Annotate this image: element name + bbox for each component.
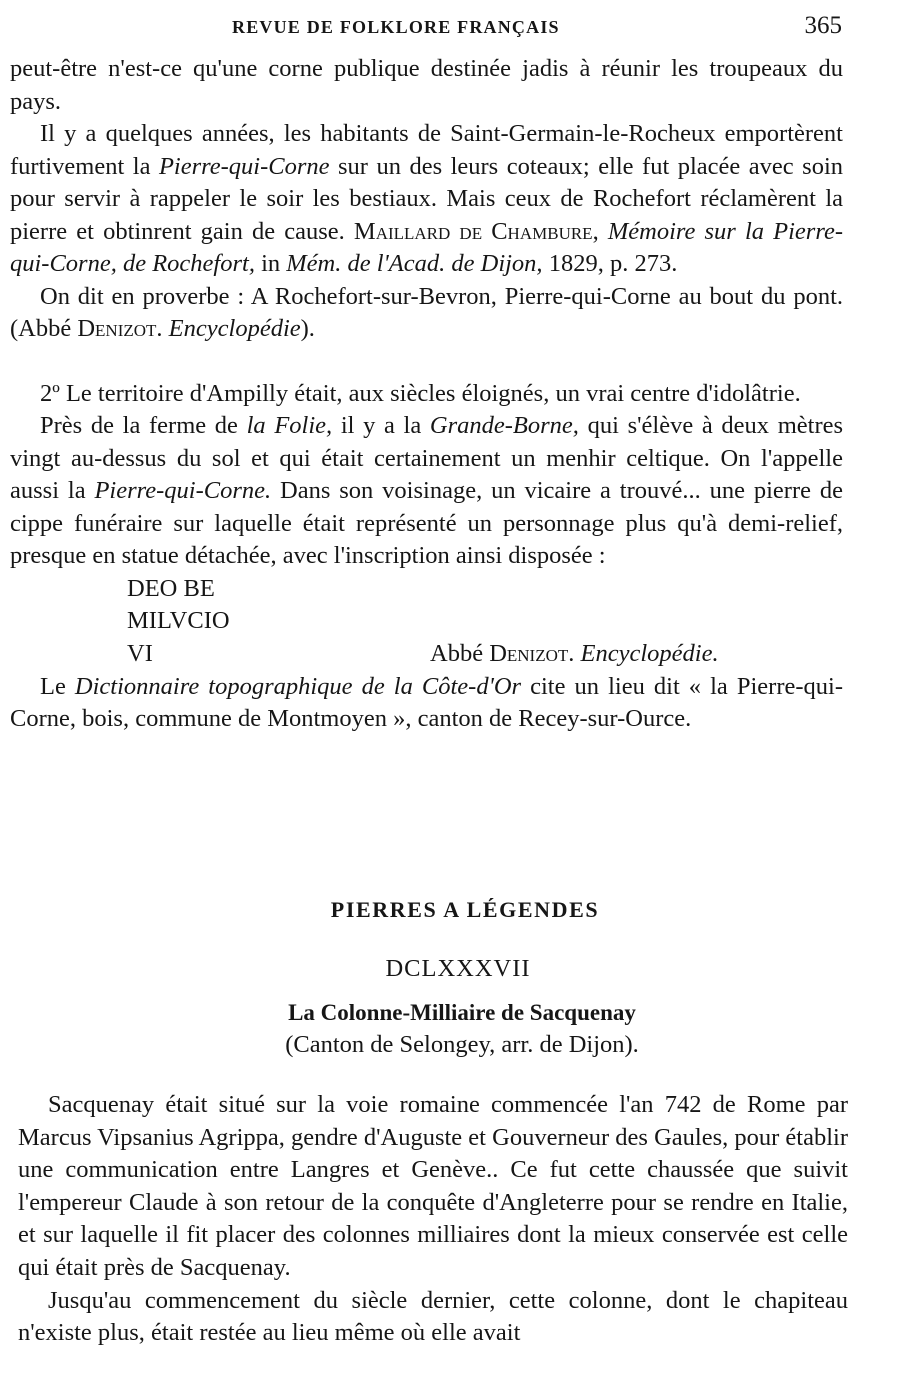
paragraph-proverb <box>10 281 843 346</box>
paragraph-text: il y a la <box>332 412 430 439</box>
paragraph-colonne <box>18 1285 848 1350</box>
paragraph-folie <box>10 410 843 573</box>
paragraph-text: On dit en proverbe : A Rochefort-sur-Bevron, Pierre-qui-Corne au bout du pont. (Abbé <box>10 282 843 342</box>
paragraph-text: cite un lieu dit « la Pierre-qui-Corne, bois, commune de Montmoyen », canton de Recey-sur-Ource. <box>10 672 843 732</box>
citation-title: Mémoire sur la Pierre-qui-Corne, de Rochefort, <box>10 217 843 277</box>
paragraph-text: in <box>254 250 287 277</box>
paragraph-gap <box>10 346 843 378</box>
paragraph-text: Sacquenay était situé sur la voie romaine commencée l'an 742 de Rome par Marcus Vipsanius Agrippa, gendre d'Auguste et Gouverneur des Gaules, pour établir une communication entre Langres et Genève.. Ce fut cette chaussée que suivit l'empereur Claude à son retour de la conquête d'Angleterre pour se rendre en Italie, et sur laquelle il fit placer des colonnes milliaires dont la mieux conservée est celle qui était près de Sacquenay. <box>18 1091 848 1281</box>
body-text-lower <box>18 1089 848 1350</box>
journal-title: REVUE DE FOLKLORE FRANÇAIS <box>232 17 560 37</box>
citation-title: Dictionnaire topographique de la Côte-d'Or <box>74 672 522 700</box>
citation-title: Encyclopédie. <box>580 639 719 667</box>
inscription-line: MILVCIO <box>127 606 230 634</box>
author-name: Denizot. <box>489 639 575 667</box>
paragraph-sacquenay <box>18 1089 848 1285</box>
spacer-text <box>599 218 608 245</box>
paragraph-saint-germain <box>10 118 843 281</box>
paragraph-text: sur un des leurs coteaux; elle fut placée avec soin pour servir à rappeler le soir les bestiaux. Mais ceux de Rochefort réclamèrent la pierre et obtinrent gain de cause. <box>10 152 843 245</box>
paragraph-text: peut-être n'est-ce qu'une corne publique destinée jadis à réunir les troupeaux du pays. <box>10 55 843 115</box>
body-text-upper <box>10 53 843 736</box>
italic-text: Pierre-qui-Corne. <box>94 477 272 504</box>
chapter-number: DCLXXXVII <box>385 955 531 982</box>
article-title: La Colonne-Milliaire de Sacquenay <box>288 1000 636 1025</box>
paragraph-text: 1829, p. 273. <box>542 250 678 277</box>
author-name: Maillard de Chambure, <box>353 217 599 245</box>
italic-text: Grande-Borne, <box>429 412 579 439</box>
article-subtitle: (Canton de Selongey, arr. de Dijon). <box>285 1031 639 1058</box>
paragraph-text: ). <box>300 315 315 342</box>
paragraph-dictionnaire <box>10 671 843 736</box>
inscription-block <box>10 573 843 671</box>
inscription-line: VI <box>127 639 153 667</box>
author-name: Denizot. <box>77 315 163 342</box>
paragraph-text: Le <box>40 672 75 700</box>
paragraph-text: Il y a quelques années, les habitants de Saint-Germain-le-Rocheux emportèrent furtivement la <box>10 120 843 180</box>
running-head <box>0 14 900 42</box>
paragraph-continuation <box>10 53 843 118</box>
italic-text: Pierre-qui-Corne <box>158 152 330 180</box>
paragraph-text: Jusqu'au commencement du siècle dernier, cette colonne, dont le chapiteau n'existe plus, était restée au lieu même où elle avait <box>18 1286 848 1347</box>
italic-text: la Folie, <box>246 412 333 439</box>
page-number: 365 <box>804 12 842 39</box>
paragraph-ampilly <box>10 378 843 411</box>
paragraph-text: Près de la ferme de <box>40 412 247 439</box>
citation-title: Encyclopédie <box>168 315 301 342</box>
paragraph-text: qui s'élève à deux mètres vingt au-dessus du sol et qui était certainement un menhir celtique. On l'appelle aussi la <box>10 412 844 504</box>
section-title: PIERRES A LÉGENDES <box>330 897 600 922</box>
paragraph-text: Dans son voisinage, un vicaire a trouvé... une pierre de cippe funéraire sur laquelle était représenté un personnage plus qu'à demi-relief, presque en statue détachée, avec l'inscription ainsi disposée : <box>10 477 843 569</box>
inscription-line: DEO BE <box>127 574 215 602</box>
inscription-credit <box>430 638 719 671</box>
paragraph-text: Abbé <box>430 639 490 667</box>
paragraph-text: 2º Le territoire d'Ampilly était, aux siècles éloignés, un vrai centre d'idolâtrie. <box>40 379 801 407</box>
citation-journal: Mém. de l'Acad. de Dijon, <box>286 250 543 277</box>
